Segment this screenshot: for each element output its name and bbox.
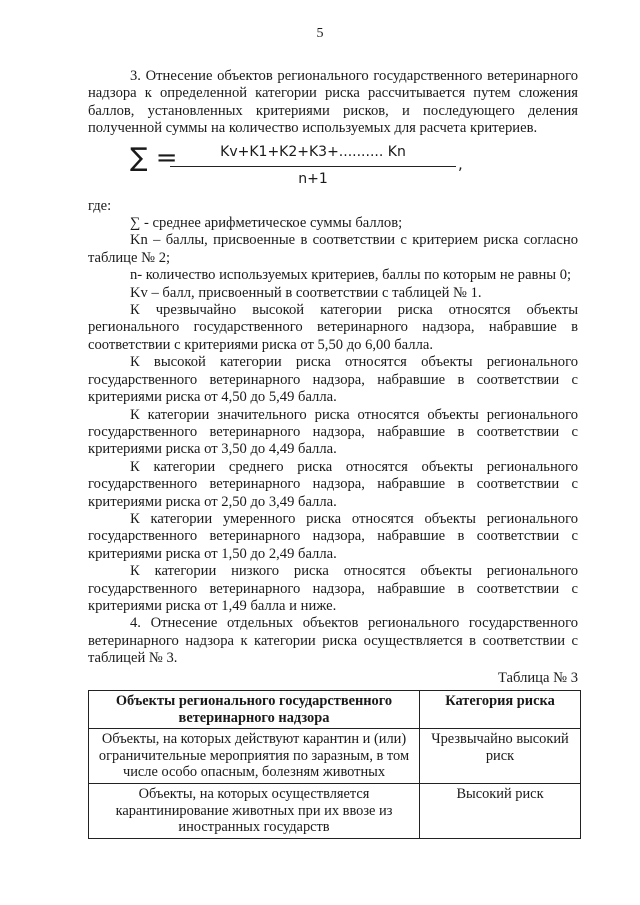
formula-numerator: Kv+K1+K2+K3+.......... Kn	[170, 144, 456, 167]
table-row	[89, 783, 581, 838]
category-moderate: К категории умеренного риска относятся объекты регионального государственного ветеринарного надзора, набравшие в соответствии с критериями риска от 1,50 до 2,49 балла.	[88, 510, 578, 562]
formula-fraction	[170, 144, 456, 189]
definition-sigma: ∑ - среднее арифметическое суммы баллов;	[130, 215, 403, 232]
table-cell-category: Чрезвычайно высокий риск	[420, 729, 581, 784]
paragraph-4: 4. Отнесение отдельных объектов регионального государственного ветеринарного надзора к категории риска осуществляется в соответствии с таблицей № 3.	[88, 615, 578, 667]
definition-kv: Kv – балл, присвоенный в соответствии с таблицей № 1.	[130, 284, 482, 301]
definition-kn: Kn – баллы, присвоенные в соответствии с критерием риска согласно таблице № 2;	[88, 232, 578, 266]
page-number: 5	[316, 26, 324, 41]
table-row	[89, 729, 581, 784]
formula-denominator: n+1	[298, 171, 328, 188]
table-cell-category: Высокий риск	[420, 783, 581, 838]
table-header-category: Категория риска	[420, 691, 581, 729]
definition-n: n- количество используемых критериев, баллы по которым не равны 0;	[130, 267, 572, 284]
category-extreme: К чрезвычайно высокой категории риска относятся объекты регионального государственного ветеринарного надзора, набравшие в соответствии с критериями риска от 5,50 до 6,00 балла.	[88, 302, 578, 353]
where-label: где:	[88, 197, 112, 214]
category-medium: К категории среднего риска относятся объекты регионального государственного ветеринарного надзора, набравшие в соответствии с критериями риска от 2,50 до 3,49 балла.	[88, 458, 578, 510]
table-header-objects: Объекты регионального государственного ветеринарного надзора	[89, 691, 420, 729]
formula-sigma: ∑ =	[130, 142, 178, 173]
category-significant: К категории значительного риска относятся объекты регионального государственного ветеринарного надзора, набравшие в соответствии с критериями риска от 3,50 до 4,49 балла.	[88, 406, 578, 458]
document-body	[88, 68, 578, 839]
risk-table	[88, 690, 581, 839]
table-caption: Таблица № 3	[498, 669, 578, 686]
table-cell-object: Объекты, на которых осуществляется карантинирование животных при их ввозе из иностранных государств	[89, 783, 420, 838]
category-high: К высокой категории риска относятся объекты регионального государственного ветеринарного надзора, набравшие в соответствии с критериями риска от 4,50 до 5,49 балла.	[88, 354, 578, 406]
table-cell-object: Объекты, на которых действуют карантин и (или) ограничительные мероприятия по заразным, в том числе особо опасным, болезням животных	[89, 729, 420, 784]
risk-formula	[88, 142, 578, 196]
table-header-row	[89, 691, 581, 729]
category-low: К категории низкого риска относятся объекты регионального государственного ветеринарного надзора, набравшие в соответствии с критериями риска от 1,49 балла и ниже.	[88, 563, 578, 614]
formula-comma: ,	[458, 154, 463, 173]
paragraph-3: 3. Отнесение объектов регионального государственного ветеринарного надзора к определенной категории риска рассчитывается путем сложения баллов, установленных критериями рисков, и последующего деления полученной суммы на количество используемых для расчета критериев.	[88, 68, 578, 137]
